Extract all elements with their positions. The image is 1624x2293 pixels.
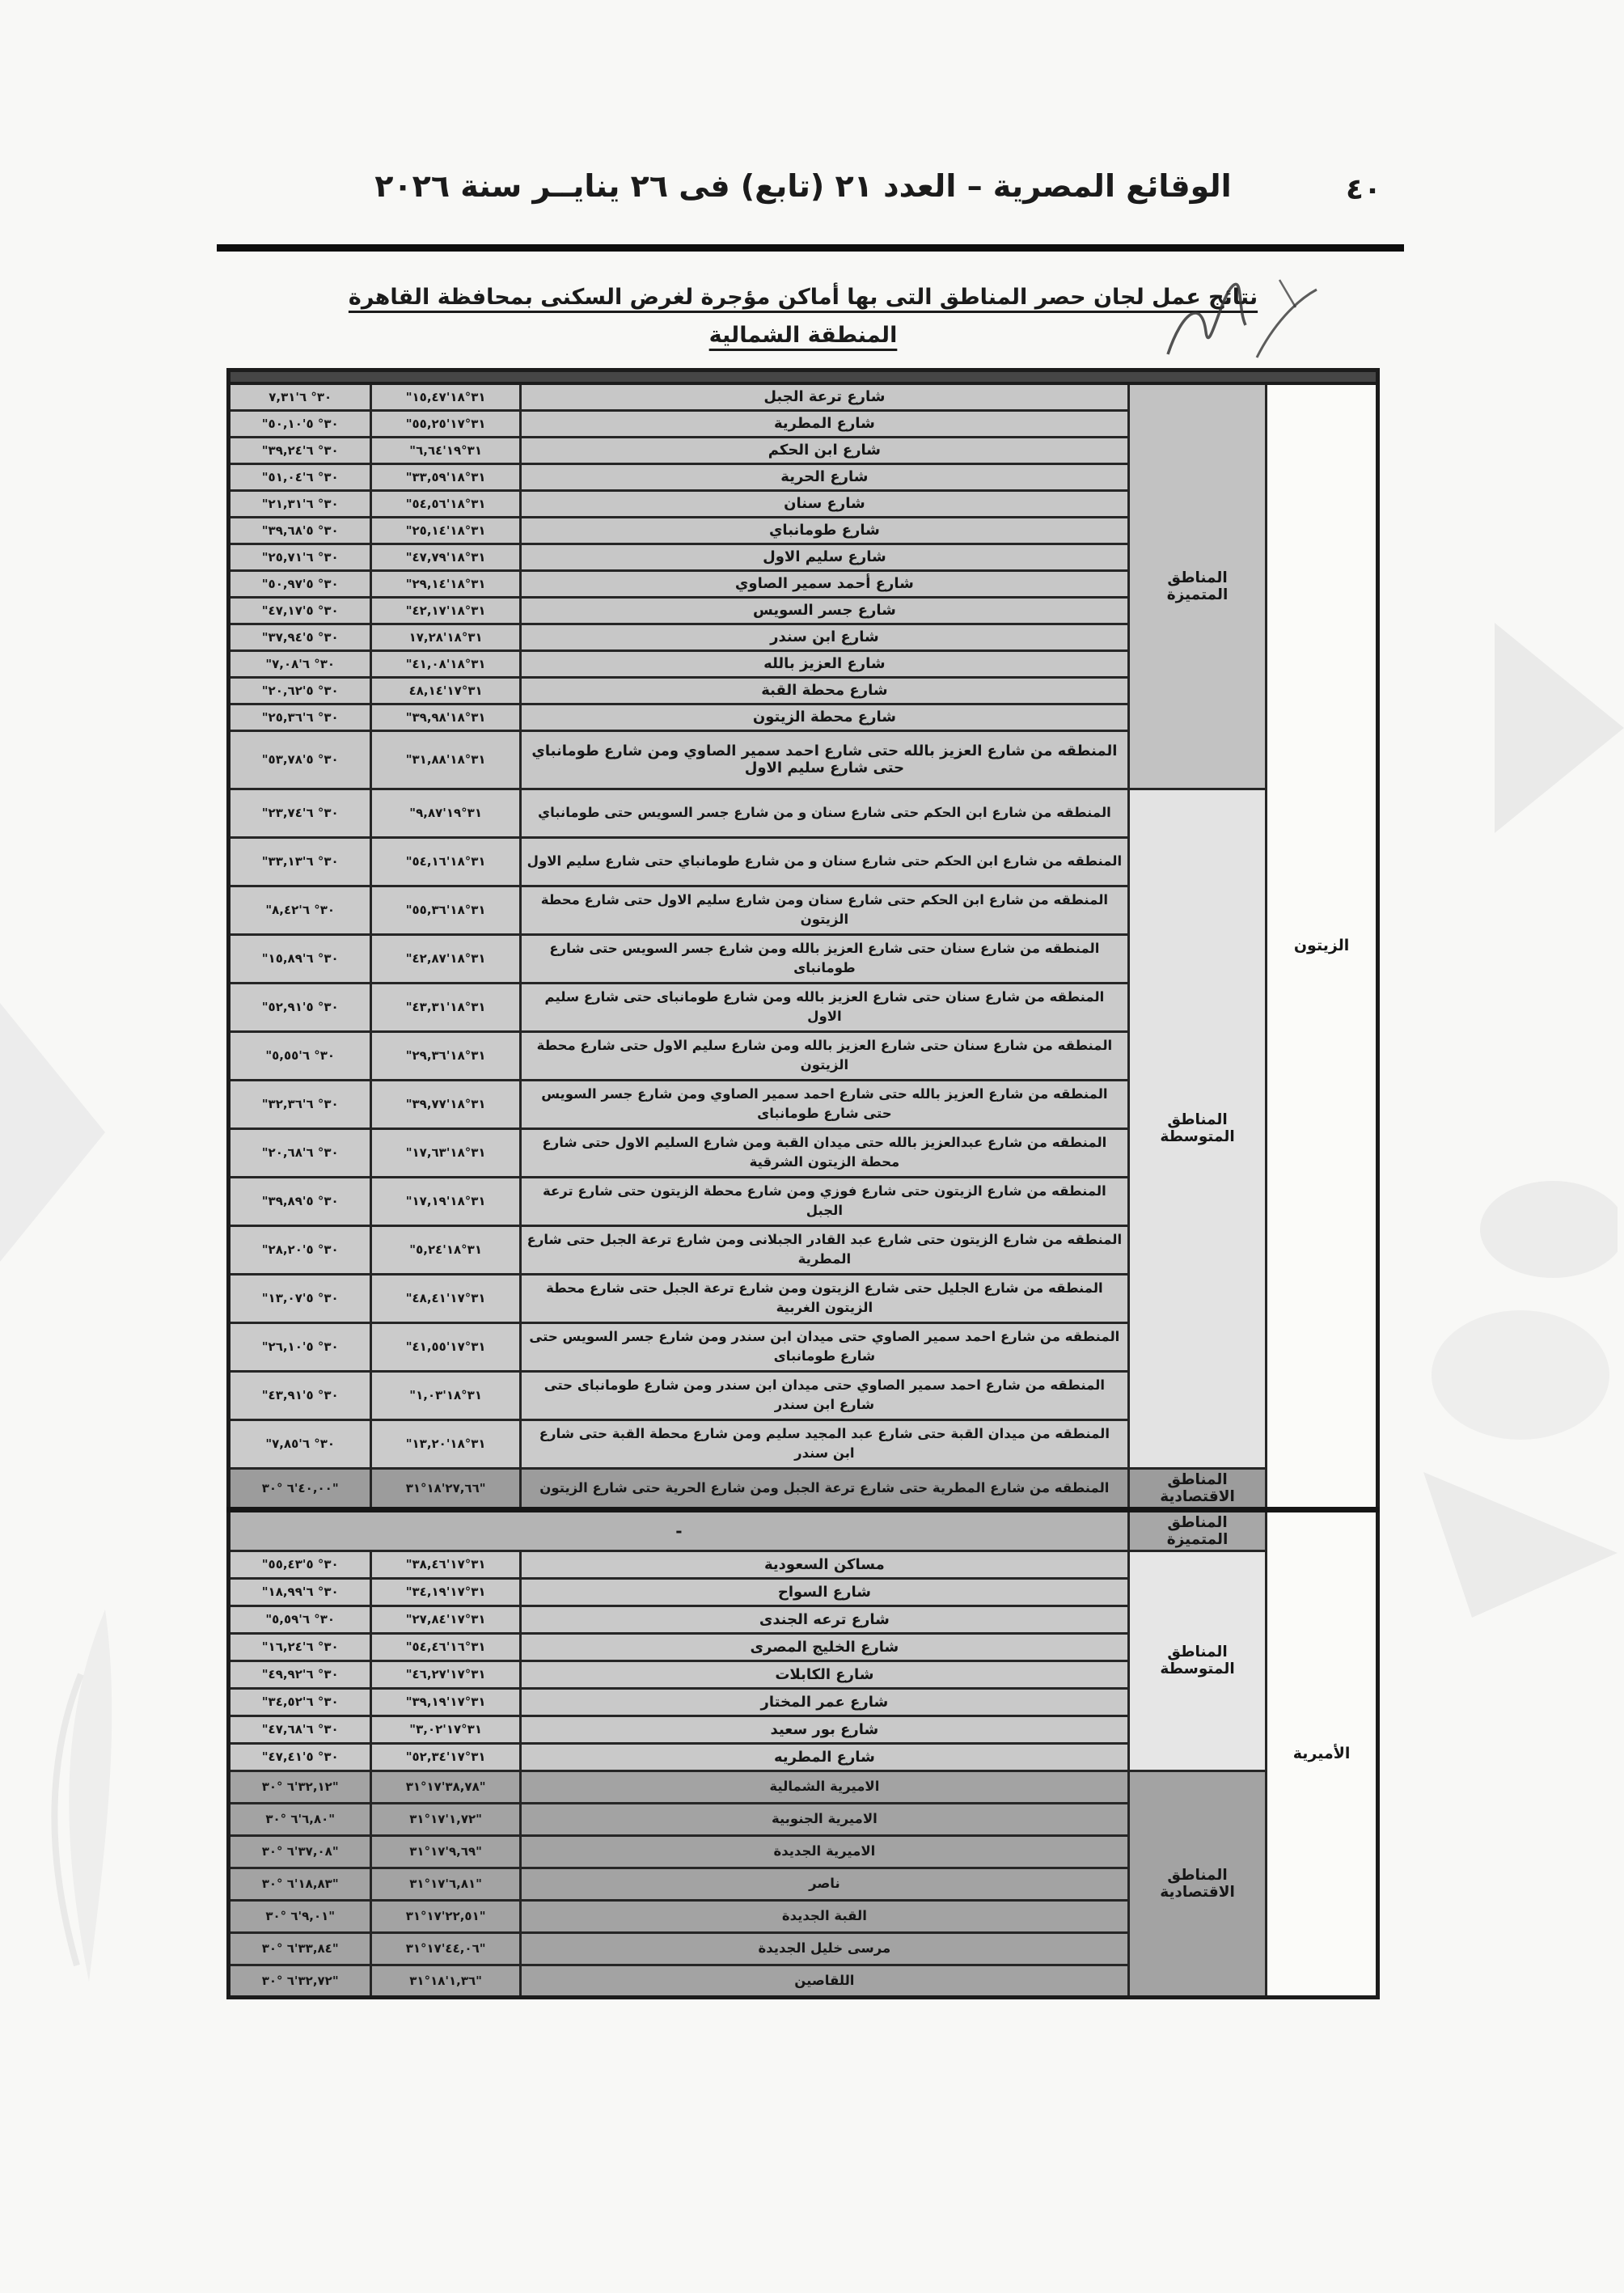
area-name-cell: شارع العزيز بالله (520, 650, 1128, 677)
longitude-cell: "١٣,٠٧'٥ °٣٠ (229, 1274, 371, 1322)
area-name-cell: المنطقه من شارع عبدالعزيز بالله حتى ميدان القبة ومن شارع السليم الاول حتى شارع محطة الزيتون الشرقية (520, 1128, 1128, 1177)
category-cell: المناطق الاقتصادية (1128, 1468, 1266, 1509)
area-name-cell: شارع السواح (520, 1578, 1128, 1606)
longitude-cell: "٢٠,٦٢'٥ °٣٠ (229, 677, 371, 704)
longitude-cell: "٢٠,٦٨'٦ °٣٠ (229, 1128, 371, 1177)
longitude-cell: "٣٩,٨٩'٥ °٣٠ (229, 1177, 371, 1225)
area-name-cell: شارع المطرية (520, 410, 1128, 437)
page-number: ٤٠ (1346, 173, 1381, 206)
area-name-cell: القبة الجديدة (520, 1900, 1128, 1932)
longitude-cell: "١٥,٨٩'٦ °٣٠ (229, 934, 371, 983)
table-top-bar-cell (229, 370, 1378, 384)
area-name-cell: شارع المطريه (520, 1743, 1128, 1771)
area-name-cell: المنطقه من شارع الزيتون حتى شارع فوزي ومن شارع محطة الزيتون حتى شارع ترعة الجبل (520, 1177, 1128, 1225)
latitude-cell: "٤٢,٨٧'١٨°٣١ (371, 934, 520, 983)
latitude-cell: ٣١°١٧'٤٤,٠٦" (371, 1932, 520, 1965)
latitude-cell: ٣١°١٧'٩,٦٩" (371, 1835, 520, 1868)
handwritten-signature-mark (1157, 275, 1326, 368)
area-name-cell: المنطقه من شارع العزيز بالله حتى شارع احمد سمير الصاوي ومن شارع طومانباي حتى شارع سليم الاول (520, 730, 1128, 789)
latitude-cell: "٣٨,٤٦'١٧°٣١ (371, 1551, 520, 1578)
latitude-cell: "٤٦,٢٧'١٧°٣١ (371, 1661, 520, 1688)
area-name-cell: شارع محطة القبة (520, 677, 1128, 704)
longitude-cell: "٤٧,١٧'٥ °٣٠ (229, 597, 371, 624)
latitude-cell: "٥٤,٤٦'١٦°٣١ (371, 1633, 520, 1661)
longitude-cell: "٢٣,٧٤'٦ °٣٠ (229, 789, 371, 837)
longitude-cell: "٥٢,٩١'٥ °٣٠ (229, 983, 371, 1031)
longitude-cell: ٧,٣١'٦ °٣٠ (229, 383, 371, 410)
longitude-cell: "٧,٨٥'٦ °٣٠ (229, 1419, 371, 1468)
longitude-cell: "٣٩,٢٤'٦ °٣٠ (229, 437, 371, 463)
latitude-cell: "٢٩,٣٦'١٨°٣١ (371, 1031, 520, 1080)
area-name-cell: المنطقه من شارع الزيتون حتى شارع عبد القادر الجبلانى ومن شارع ترعة الجبل حتى شارع المطرية (520, 1225, 1128, 1274)
latitude-cell: "٥٤,٥٦'١٨°٣١ (371, 490, 520, 517)
longitude-cell: "٥,٥٩'٦ °٣٠ (229, 1606, 371, 1633)
longitude-cell: "٢٨,٢٠'٥ °٣٠ (229, 1225, 371, 1274)
latitude-cell: "٩,٨٧'١٩°٣١ (371, 789, 520, 837)
doc-title: نتائج عمل لجان حصر المناطق التى بها أماكن مؤجرة لغرض السكنى بمحافظة القاهرة (348, 285, 1258, 310)
area-name-cell: شارع سليم الاول (520, 544, 1128, 570)
longitude-cell: ٣٠° ٦'٦,٨٠" (229, 1803, 371, 1835)
category-cell: المناطق الاقتصادية (1128, 1771, 1266, 1997)
watermark (32, 1610, 137, 1990)
area-name-cell: المنطقه من شارع ابن الحكم حتى شارع سنان و من شارع طومانباي حتى شارع سليم الاول (520, 837, 1128, 886)
area-name-cell: المنطقه من شارع سنان حتى شارع العزيز بالله ومن شارع سليم الاول حتى شارع محطة الزيتون (520, 1031, 1128, 1080)
latitude-cell: "٤١,٠٨'١٨°٣١ (371, 650, 520, 677)
area-name-cell: شارع جسر السويس (520, 597, 1128, 624)
merged-dash-cell: - (229, 1509, 1129, 1551)
latitude-cell: "١٧,١٩'١٨°٣١ (371, 1177, 520, 1225)
area-name-cell: شارع بور سعيد (520, 1716, 1128, 1743)
longitude-cell: ٣٠° ٦'٣٣,٨٤" (229, 1932, 371, 1965)
longitude-cell: "٧,٠٨'٦ °٣٠ (229, 650, 371, 677)
category-cell: المناطق المتميزة (1128, 1509, 1266, 1551)
area-name-cell: المنطقه من شارع ابن الحكم حتى شارع سنان و من شارع جسر السويس حتى طومانباي (520, 789, 1128, 837)
latitude-cell: ١٧,٢٨'١٨°٣١ (371, 624, 520, 650)
longitude-cell: "٢٥,٧١'٦ °٣٠ (229, 544, 371, 570)
longitude-cell: "٣٩,٦٨'٥ °٣٠ (229, 517, 371, 544)
longitude-cell: ٣٠° ٦'١٨,٨٣" (229, 1868, 371, 1900)
latitude-cell: "٣٩,٩٨'١٨°٣١ (371, 704, 520, 730)
area-name-cell: اللقاصين (520, 1965, 1128, 1997)
area-name-cell: شارع ابن سندر (520, 624, 1128, 650)
table-row (229, 1551, 1378, 1578)
area-name-cell: المنطقه من شارع سنان حتى شارع العزيز بالله ومن شارع جسر السويس حتى شارع طومانباى (520, 934, 1128, 983)
area-name-cell: شارع ترعة الجبل (520, 383, 1128, 410)
latitude-cell: "١٥,٤٧'١٨°٣١ (371, 383, 520, 410)
longitude-cell: "٣٢,٣٦'٦ °٣٠ (229, 1080, 371, 1128)
latitude-cell: "٣٩,١٩'١٧°٣١ (371, 1688, 520, 1716)
latitude-cell: "٥٥,٣٦'١٨°٣١ (371, 886, 520, 934)
area-name-cell: شارع ترعه الجندى (520, 1606, 1128, 1633)
latitude-cell: ٤٨,١٤'١٧°٣١ (371, 677, 520, 704)
survey-results-table (226, 368, 1380, 1999)
category-cell: المناطق المتميزة (1128, 383, 1266, 789)
latitude-cell: "٣,٠٢'١٧°٣١ (371, 1716, 520, 1743)
area-name-cell: المنطقه من ميدان القبة حتى شارع عبد المجيد سليم ومن شارع محطة القبة حتى شارع ابن سندر (520, 1419, 1128, 1468)
area-name-cell: المنطقه من شارع العزيز بالله حتى شارع احمد سمير الصاوي ومن شارع جسر السويس حتى شارع طومانباى (520, 1080, 1128, 1128)
longitude-cell: "٤٣,٩١'٥ °٣٠ (229, 1371, 371, 1419)
latitude-cell: ٣١°١٧'٦,٨١" (371, 1868, 520, 1900)
longitude-cell: "٥٥,٤٣'٥ °٣٠ (229, 1551, 371, 1578)
table-top-bar (229, 370, 1378, 384)
area-name-cell: المنطقه من شارع الجليل حتى شارع الزيتون ومن شارع ترعة الجبل حتى شارع محطة الزيتون الغربية (520, 1274, 1128, 1322)
longitude-cell: "٥٣,٧٨'٥ °٣٠ (229, 730, 371, 789)
longitude-cell: "١٨,٩٩'٦ °٣٠ (229, 1578, 371, 1606)
area-name-cell: مساكن السعودية (520, 1551, 1128, 1578)
area-name-cell: الاميرية الجديدة (520, 1835, 1128, 1868)
area-name-cell: ناصر (520, 1868, 1128, 1900)
latitude-cell: "٤٢,١٧'١٨°٣١ (371, 597, 520, 624)
area-name-cell: شارع محطة الزيتون (520, 704, 1128, 730)
area-name-cell: مرسى خليل الجديدة (520, 1932, 1128, 1965)
latitude-cell: "٥,٢٤'١٨°٣١ (371, 1225, 520, 1274)
latitude-cell: "٢٥,١٤'١٨°٣١ (371, 517, 520, 544)
header-divider-rule (217, 244, 1404, 252)
table-row (229, 789, 1378, 837)
watermark (0, 1003, 105, 1343)
longitude-cell: "٥٠,٩٧'٥ °٣٠ (229, 570, 371, 597)
area-name-cell: شارع الكابلات (520, 1661, 1128, 1688)
longitude-cell: "٣٧,٩٤'٥ °٣٠ (229, 624, 371, 650)
category-cell: المناطق المتوسطة (1128, 1551, 1266, 1771)
latitude-cell: "٤٨,٤١'١٧°٣١ (371, 1274, 520, 1322)
longitude-cell: "١٦,٢٤'٦ °٣٠ (229, 1633, 371, 1661)
area-name-cell: شارع أحمد سمير الصاوي (520, 570, 1128, 597)
latitude-cell: "٣٣,٥٩'١٨°٣١ (371, 463, 520, 490)
latitude-cell: "٥٥,٢٥'١٧°٣١ (371, 410, 520, 437)
longitude-cell: "٤٧,٤١'٥ °٣٠ (229, 1743, 371, 1771)
longitude-cell: ٣٠° ٦'٣٧,٠٨" (229, 1835, 371, 1868)
watermark (1375, 1132, 1618, 1618)
longitude-cell: ٣٠° ٦'٩,٠١" (229, 1900, 371, 1932)
table-row (229, 1468, 1378, 1509)
latitude-cell: ٣١°١٧'٢٢,٥١" (371, 1900, 520, 1932)
table-row (229, 383, 1378, 410)
table-row (229, 1509, 1378, 1551)
latitude-cell: "٢٧,٨٤'١٧°٣١ (371, 1606, 520, 1633)
watermark (1478, 623, 1624, 865)
area-name-cell: المنطقه من شارع احمد سمير الصاوي حتى ميدان ابن سندر ومن شارع طومانباى حتى شارع ابن سندر (520, 1371, 1128, 1419)
area-name-cell: شارع سنان (520, 490, 1128, 517)
category-cell: المناطق المتوسطة (1128, 789, 1266, 1468)
latitude-cell: "١٧,٦٣'١٨°٣١ (371, 1128, 520, 1177)
longitude-cell: "٥٠,١٠'٥ °٣٠ (229, 410, 371, 437)
latitude-cell: "٢٩,١٤'١٨°٣١ (371, 570, 520, 597)
latitude-cell: ٣١°١٧'٣٨,٧٨" (371, 1771, 520, 1803)
latitude-cell: "٦,٦٤'١٩°٣١ (371, 437, 520, 463)
longitude-cell: "٤٩,٩٢'٦ °٣٠ (229, 1661, 371, 1688)
latitude-cell: "٣٩,٧٧'١٨°٣١ (371, 1080, 520, 1128)
longitude-cell: "٢٥,٣٦'٦ °٣٠ (229, 704, 371, 730)
longitude-cell: "٥١,٠٤'٦ °٣٠ (229, 463, 371, 490)
latitude-cell: ٣١°١٧'١,٧٢" (371, 1803, 520, 1835)
longitude-cell: "٢١,٣١'٦ °٣٠ (229, 490, 371, 517)
latitude-cell: "١,٠٣'١٨°٣١ (371, 1371, 520, 1419)
longitude-cell: "٤٧,٦٨'٦ °٣٠ (229, 1716, 371, 1743)
longitude-cell: "٣٣,١٣'٦ °٣٠ (229, 837, 371, 886)
latitude-cell: "٣١,٨٨'١٨°٣١ (371, 730, 520, 789)
area-name-cell: شارع الحرية (520, 463, 1128, 490)
latitude-cell: "٤٧,٧٩'١٨°٣١ (371, 544, 520, 570)
area-name-cell: شارع طومانباي (520, 517, 1128, 544)
area-name-cell: المنطقه من شارع سنان حتى شارع العزيز بالله ومن شارع طومانباى حتى شارع سليم الاول (520, 983, 1128, 1031)
longitude-cell: ٣٠° ٦'٤٠,٠٠" (229, 1468, 371, 1509)
latitude-cell: "٤١,٥٥'١٧°٣١ (371, 1322, 520, 1371)
table-row (229, 1771, 1378, 1803)
region-cell: الزيتون (1267, 383, 1378, 1509)
longitude-cell: ٣٠° ٦'٣٢,١٢" (229, 1771, 371, 1803)
area-name-cell: الاميرية الجنوبية (520, 1803, 1128, 1835)
area-name-cell: شارع ابن الحكم (520, 437, 1128, 463)
latitude-cell: ٣١°١٨'٢٧,٦٦" (371, 1468, 520, 1509)
area-name-cell: الاميرية الشمالية (520, 1771, 1128, 1803)
longitude-cell: "٥,٥٥'٦ °٣٠ (229, 1031, 371, 1080)
area-name-cell: شارع الخليج المصرى (520, 1633, 1128, 1661)
masthead-title: الوقائع المصرية – العدد ٢١ (تابع) فى ٢٦ ينايــر سنة ٢٠٢٦ (374, 168, 1232, 204)
longitude-cell: "٨,٤٢'٦ °٣٠ (229, 886, 371, 934)
longitude-cell: ٣٠° ٦'٣٢,٧٢" (229, 1965, 371, 1997)
latitude-cell: "٤٣,٣١'١٨°٣١ (371, 983, 520, 1031)
latitude-cell: ٣١°١٨'١,٣٦" (371, 1965, 520, 1997)
area-name-cell: المنطقه من شارع ابن الحكم حتى شارع سنان ومن شارع سليم الاول حتى شارع محطة الزيتون (520, 886, 1128, 934)
region-cell: الأميرية (1267, 1509, 1378, 1997)
doc-subtitle: المنطقة الشمالية (708, 323, 898, 348)
area-name-cell: المنطقه من شارع المطرية حتى شارع ترعة الجبل ومن شارع الحرية حتى شارع الزيتون (520, 1468, 1128, 1509)
longitude-cell: "٣٤,٥٢'٦ °٣٠ (229, 1688, 371, 1716)
latitude-cell: "١٣,٢٠'١٨°٣١ (371, 1419, 520, 1468)
latitude-cell: "٥٤,١٦'١٨°٣١ (371, 837, 520, 886)
latitude-cell: "٣٤,١٩'١٧°٣١ (371, 1578, 520, 1606)
longitude-cell: "٢٦,١٠'٥ °٣٠ (229, 1322, 371, 1371)
area-name-cell: المنطقه من شارع احمد سمير الصاوي حتى ميدان ابن سندر ومن شارع جسر السويس حتى شارع طومانباى (520, 1322, 1128, 1371)
latitude-cell: "٥٢,٣٤'١٧°٣١ (371, 1743, 520, 1771)
area-name-cell: شارع عمر المختار (520, 1688, 1128, 1716)
